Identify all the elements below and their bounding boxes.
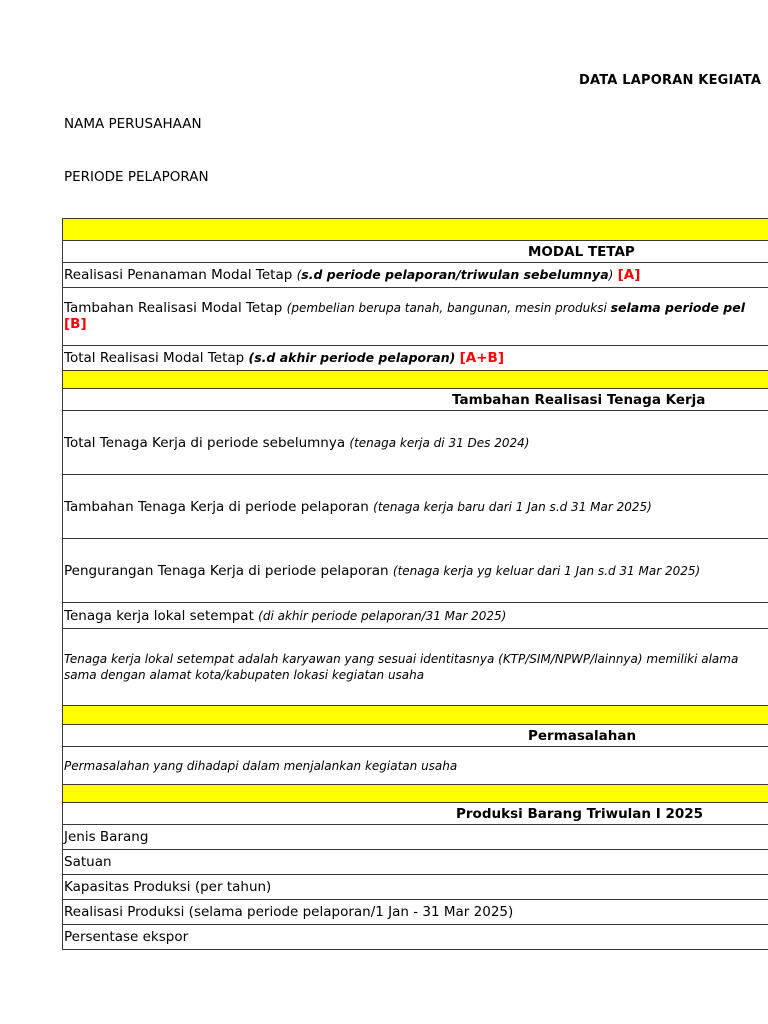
table-row-tk-local[interactable] bbox=[63, 603, 768, 629]
row-label: Realisasi Penanaman Modal Tetap bbox=[64, 267, 297, 283]
table-row-modal-total[interactable] bbox=[63, 346, 768, 371]
row-label: Pengurangan Tenaga Kerja di periode pelaporan bbox=[64, 562, 393, 579]
row-label: Total Tenaga Kerja di periode sebelumnya bbox=[64, 434, 350, 451]
row-label: Total Realisasi Modal Tetap bbox=[64, 350, 249, 366]
row-label: Tambahan Tenaga Kerja di periode pelaporan bbox=[64, 498, 374, 515]
row-note: Permasalahan yang dihadapi dalam menjalankan kegiatan usaha bbox=[64, 758, 458, 773]
row-note: (s.d akhir periode pelaporan) bbox=[248, 350, 456, 365]
section-title: Permasalahan bbox=[528, 727, 637, 744]
table-row-kapasitas[interactable] bbox=[63, 875, 768, 900]
row-note: (tenaga kerja yg keluar dari 1 Jan s.d 31 Mar 2025) bbox=[392, 563, 701, 578]
reporting-period-label: PERIODE PELAPORAN bbox=[64, 169, 209, 185]
table-row-persentase-ekspor[interactable] bbox=[63, 925, 768, 950]
table-row-tk-definition bbox=[63, 629, 768, 706]
document-title: DATA LAPORAN KEGIATA bbox=[579, 73, 762, 88]
section-header-permasalahan bbox=[63, 725, 768, 747]
row-label: Persentase ekspor bbox=[64, 929, 189, 945]
formula-tag-a-plus-b: [A+B] bbox=[459, 350, 504, 366]
row-label: Satuan bbox=[64, 854, 112, 870]
section-band-modal bbox=[63, 219, 768, 241]
table-row-jenis-barang[interactable] bbox=[63, 825, 768, 850]
table-row-tk-reduced[interactable] bbox=[63, 539, 768, 603]
table-row-permasalahan[interactable] bbox=[63, 747, 768, 785]
row-label: Jenis Barang bbox=[64, 829, 149, 845]
table-row-realisasi-produksi[interactable] bbox=[63, 900, 768, 925]
row-note: (pembelian berupa tanah, bangunan, mesin produksi bbox=[286, 301, 611, 315]
report-table bbox=[62, 218, 768, 950]
row-label: Tambahan Realisasi Modal Tetap bbox=[64, 300, 287, 316]
definition-line-2: sama dengan alamat kota/kabupaten lokasi kegiatan usaha bbox=[64, 668, 425, 682]
table-row-modal-b[interactable]: Tambahan Realisasi Modal Tetap (pembelian berupa tanah, bangunan, mesin produksi selama periode pel [B] bbox=[63, 288, 768, 346]
row-label: Kapasitas Produksi (per tahun) bbox=[64, 879, 272, 895]
section-header-modal-tetap bbox=[63, 241, 768, 263]
section-title: Tambahan Realisasi Tenaga Kerja bbox=[452, 391, 706, 408]
row-note: (tenaga kerja di 31 Des 2024) bbox=[349, 435, 530, 450]
section-band-tenaga-kerja bbox=[63, 371, 768, 389]
company-name-label: NAMA PERUSAHAAN bbox=[64, 116, 202, 132]
formula-tag-b: [B] bbox=[64, 316, 87, 332]
table-row-modal-a[interactable]: Realisasi Penanaman Modal Tetap (s.d periode pelaporan/triwulan sebelumnya) [A] bbox=[63, 263, 768, 288]
section-band-produksi bbox=[63, 785, 768, 803]
row-note: (tenaga kerja baru dari 1 Jan s.d 31 Mar 2025) bbox=[373, 499, 652, 514]
section-header-produksi bbox=[63, 803, 768, 825]
row-label: Realisasi Produksi (selama periode pelaporan/1 Jan - 31 Mar 2025) bbox=[64, 904, 514, 920]
formula-tag-a: [A] bbox=[617, 267, 641, 283]
section-header-tenaga-kerja bbox=[63, 389, 768, 411]
table-row-satuan[interactable] bbox=[63, 850, 768, 875]
row-note: (di akhir periode pelaporan/31 Mar 2025) bbox=[258, 608, 507, 623]
definition-line-1: Tenaga kerja lokal setempat adalah karyawan yang sesuai identitasnya (KTP/SIM/NPWP/lainnya) memiliki alama bbox=[64, 652, 739, 666]
row-note: s.d periode pelaporan/triwulan sebelumnya bbox=[301, 267, 609, 282]
table-row-tk-added[interactable] bbox=[63, 475, 768, 539]
section-band-permasalahan bbox=[63, 706, 768, 725]
row-label: Tenaga kerja lokal setempat bbox=[64, 607, 259, 624]
table-row-tk-previous[interactable] bbox=[63, 411, 768, 475]
section-title: MODAL TETAP bbox=[528, 243, 635, 260]
section-title: Produksi Barang Triwulan I 2025 bbox=[456, 805, 704, 822]
